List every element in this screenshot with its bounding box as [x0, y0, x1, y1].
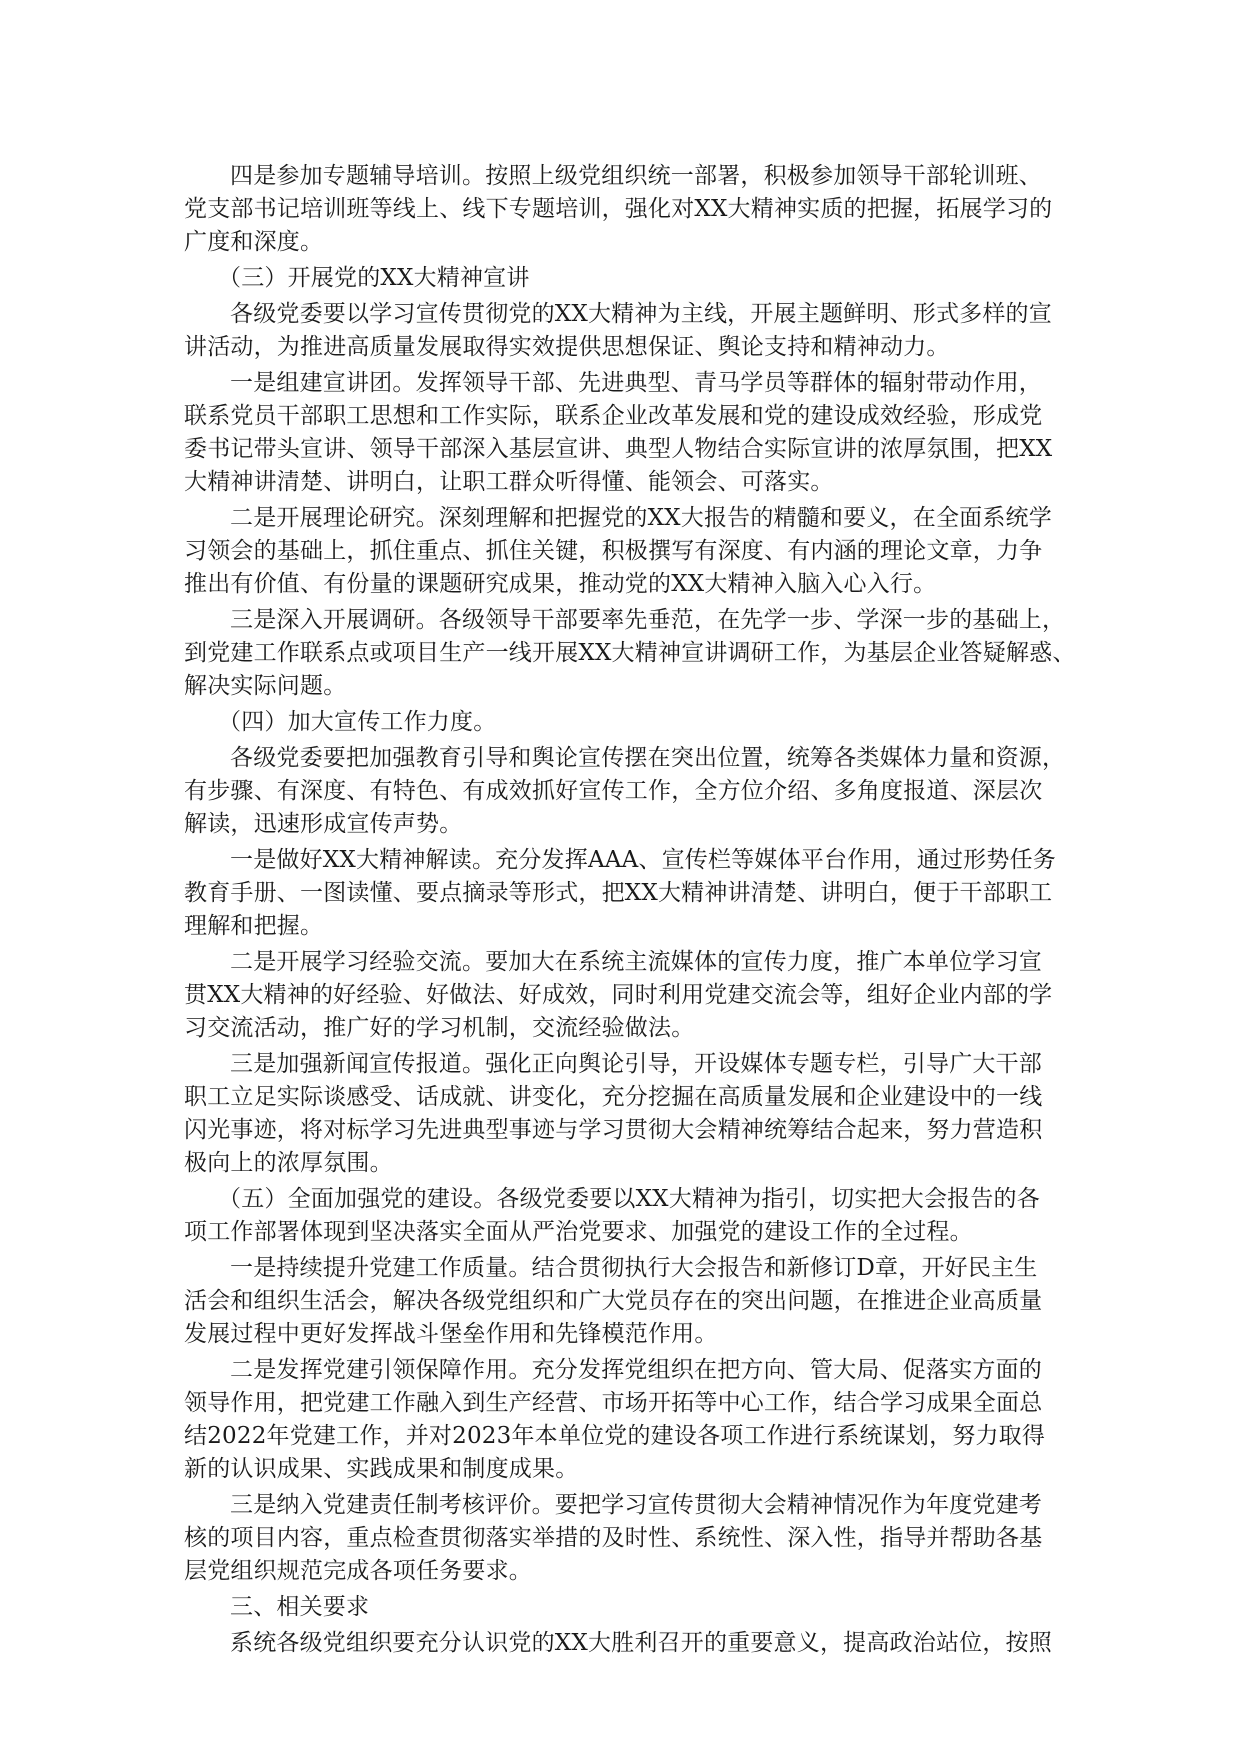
- text-line: 广度和深度。: [184, 229, 324, 255]
- text-line: （四）加大宣传工作力度。: [218, 709, 497, 735]
- text-line: （三）开展党的XX大精神宣讲: [218, 265, 530, 291]
- text-line: 结2022年党建工作，并对2023年本单位党的建设各项工作进行系统谋划，努力取得: [184, 1423, 1046, 1449]
- text-line: 大精神讲清楚、讲明白，让职工群众听得懂、能领会、可落实。: [184, 469, 834, 495]
- text-line: 各级党委要把加强教育引导和舆论宣传摆在突出位置，统筹各类媒体力量和资源，: [230, 745, 1066, 771]
- section-subheading: [184, 262, 1050, 295]
- text-line: 四是参加专题辅导培训。按照上级党组织统一部署，积极参加领导干部轮训班、: [230, 163, 1042, 189]
- text-line: 三是纳入党建责任制考核评价。要把学习宣传贯彻大会精神情况作为年度党建考: [230, 1492, 1042, 1518]
- section-subheading: [184, 1183, 1050, 1249]
- text-line: 教育手册、一图读懂、要点摘录等形式，把XX大精神讲清楚、讲明白，便于干部职工: [184, 880, 1053, 906]
- body-paragraph: [184, 298, 1050, 364]
- text-line: 习交流活动，推广好的学习机制，交流经验做法。: [184, 1015, 695, 1041]
- text-line: 二是开展学习经验交流。要加大在系统主流媒体的宣传力度，推广本单位学习宣: [230, 949, 1042, 975]
- text-line: 二是发挥党建引领保障作用。充分发挥党组织在把方向、管大局、促落实方面的: [230, 1357, 1042, 1383]
- body-paragraph: [184, 604, 1076, 703]
- text-line: 推出有价值、有份量的课题研究成果，推动党的XX大精神入脑入心入行。: [184, 571, 937, 597]
- body-paragraph: [184, 502, 1050, 601]
- text-line: 层党组织规范完成各项任务要求。: [184, 1558, 532, 1584]
- text-line: 三、相关要求: [230, 1594, 370, 1620]
- text-line: 三是深入开展调研。各级领导干部要率先垂范，在先学一步、学深一步的基础上，: [230, 607, 1066, 633]
- body-paragraph: [184, 1489, 1050, 1588]
- body-paragraph: [184, 367, 1053, 499]
- text-line: 一是组建宣讲团。发挥领导干部、先进典型、青马学员等群体的辐射带动作用，: [230, 370, 1042, 396]
- body-paragraph: [184, 946, 1053, 1045]
- text-line: 有步骤、有深度、有特色、有成效抓好宣传工作，全方位介绍、多角度报道、深层次: [184, 778, 1043, 804]
- text-line: （五）全面加强党的建设。各级党委要以XX大精神为指引，切实把大会报告的各: [218, 1186, 1040, 1212]
- text-line: 闪光事迹，将对标学习先进典型事迹与学习贯彻大会精神统筹结合起来，努力营造积: [184, 1117, 1043, 1143]
- text-line: 系统各级党组织要充分认识党的XX大胜利召开的重要意义，提高政治站位，按照: [230, 1630, 1052, 1656]
- section-subheading: [184, 706, 1050, 739]
- document-body: [184, 160, 1076, 1663]
- text-line: 委书记带头宣讲、领导干部深入基层宣讲、典型人物结合实际宣讲的浓厚氛围，把XX: [184, 436, 1053, 462]
- text-line: 领导作用，把党建工作融入到生产经营、市场开拓等中心工作，结合学习成果全面总: [184, 1390, 1043, 1416]
- body-paragraph: [184, 1354, 1050, 1486]
- text-line: 活会和组织生活会，解决各级党组织和广大党员存在的突出问题，在推进企业高质量: [184, 1288, 1043, 1314]
- body-paragraph: [184, 1252, 1050, 1351]
- section-heading: [184, 1591, 1050, 1624]
- text-line: 一是持续提升党建工作质量。结合贯彻执行大会报告和新修订D章，开好民主生: [230, 1255, 1038, 1281]
- body-paragraph: [184, 160, 1053, 259]
- text-line: 一是做好XX大精神解读。充分发挥AAA、宣传栏等媒体平台作用，通过形势任务: [230, 847, 1056, 873]
- text-line: 习领会的基础上，抓住重点、抓住关键，积极撰写有深度、有内涵的理论文章，力争: [184, 538, 1043, 564]
- text-line: 项工作部署体现到坚决落实全面从严治党要求、加强党的建设工作的全过程。: [184, 1219, 973, 1245]
- text-line: 核的项目内容，重点检查贯彻落实举措的及时性、系统性、深入性，指导并帮助各基: [184, 1525, 1043, 1551]
- text-line: 党支部书记培训班等线上、线下专题培训，强化对XX大精神实质的把握，拓展学习的: [184, 196, 1053, 222]
- text-line: 解决实际问题。: [184, 673, 347, 699]
- text-line: 各级党委要以学习宣传贯彻党的XX大精神为主线，开展主题鲜明、形式多样的宣: [230, 301, 1052, 327]
- text-line: 新的认识成果、实践成果和制度成果。: [184, 1456, 579, 1482]
- text-line: 二是开展理论研究。深刻理解和把握党的XX大报告的精髓和要义，在全面系统学: [230, 505, 1052, 531]
- text-line: 理解和把握。: [184, 913, 324, 939]
- text-line: 讲活动，为推进高质量发展取得实效提供思想保证、舆论支持和精神动力。: [184, 334, 950, 360]
- text-line: 职工立足实际谈感受、话成就、讲变化，充分挖掘在高质量发展和企业建设中的一线: [184, 1084, 1043, 1110]
- body-paragraph: [184, 844, 1056, 943]
- text-line: 极向上的浓厚氛围。: [184, 1150, 393, 1176]
- body-paragraph: [184, 1627, 1050, 1660]
- text-line: 联系党员干部职工思想和工作实际，联系企业改革发展和党的建设成效经验，形成党: [184, 403, 1043, 429]
- text-line: 解读，迅速形成宣传声势。: [184, 811, 463, 837]
- text-line: 发展过程中更好发挥战斗堡垒作用和先锋模范作用。: [184, 1321, 718, 1347]
- text-line: 到党建工作联系点或项目生产一线开展XX大精神宣讲调研工作，为基层企业答疑解惑、: [184, 640, 1076, 666]
- body-paragraph: [184, 1048, 1050, 1180]
- body-paragraph: [184, 742, 1066, 841]
- text-line: 贯XX大精神的好经验、好做法、好成效，同时利用党建交流会等，组好企业内部的学: [184, 982, 1053, 1008]
- text-line: 三是加强新闻宣传报道。强化正向舆论引导，开设媒体专题专栏，引导广大干部: [230, 1051, 1042, 1077]
